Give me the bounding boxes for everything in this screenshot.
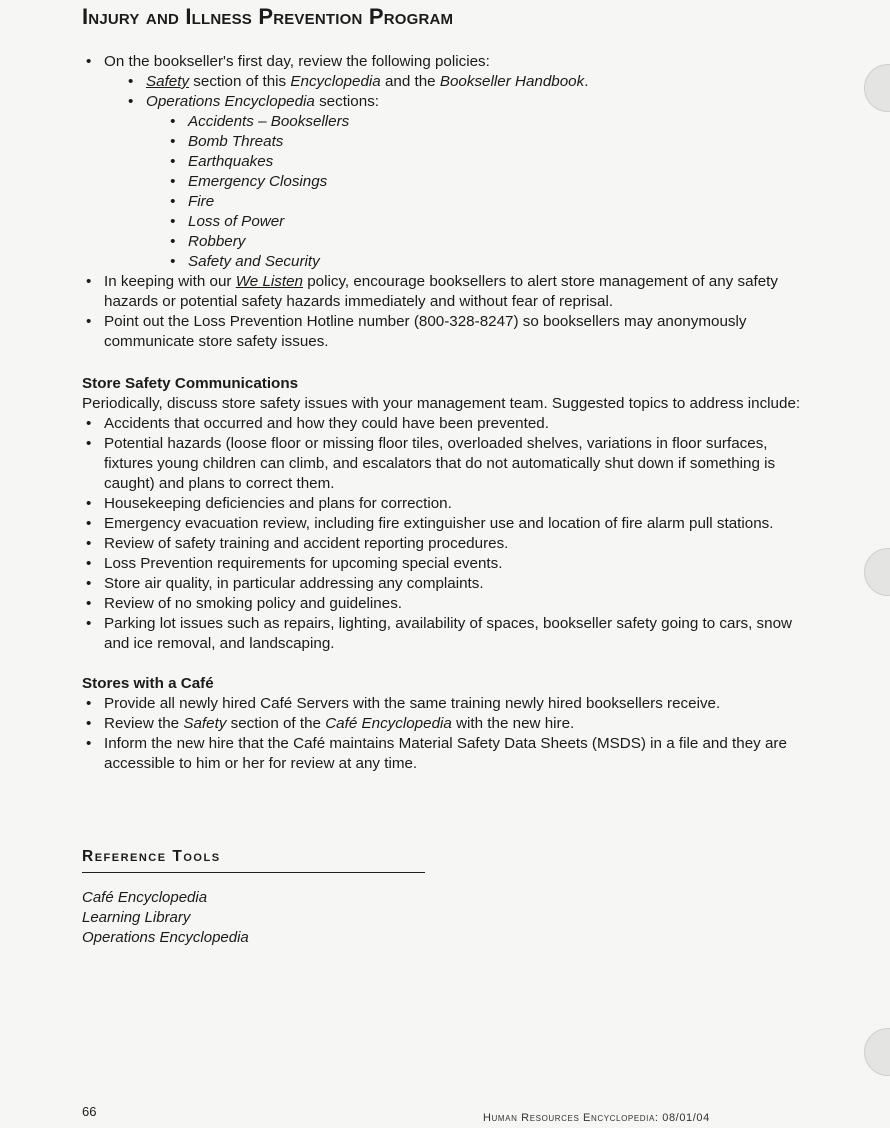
reference-item: Operations Encyclopedia — [82, 929, 249, 946]
list-item: • Parking lot issues such as repairs, lighting, availability of spaces, bookseller safety going to cars, snow and ice removal, and landscaping. — [82, 614, 812, 654]
policy-list — [124, 72, 812, 272]
list-item: • Loss Prevention requirements for upcoming special events. — [82, 554, 812, 574]
list-item: • Accidents – Booksellers — [166, 112, 812, 132]
binder-hole — [864, 1028, 890, 1076]
list-item: • Emergency Closings — [166, 172, 812, 192]
binder-hole — [864, 64, 890, 112]
binder-hole — [864, 548, 890, 596]
list-item: • Earthquakes — [166, 152, 812, 172]
page-number: 66 — [82, 1104, 97, 1119]
text-span: In keeping with our — [104, 273, 236, 290]
handbook-title: Bookseller Handbook — [439, 73, 585, 90]
main-content — [82, 52, 812, 774]
page-title: Injury and Illness Prevention Program — [82, 4, 454, 29]
ops-encyclopedia-title: Operations Encyclopedia — [146, 93, 315, 110]
cafe-encyclopedia-title: Café Encyclopedia — [325, 715, 452, 732]
list-item: • Inform the new hire that the Café maintains Material Safety Data Sheets (MSDS) in a file and they are accessible to him or her for review at any time. — [82, 734, 812, 774]
list-item: • Emergency evacuation review, including fire extinguisher use and location of fire alarm pull stations. — [82, 514, 812, 534]
list-item: • Point out the Loss Prevention Hotline number (800-328-8247) so booksellers may anonymously communicate store safety issues. — [82, 312, 812, 352]
text-span: . — [584, 73, 589, 90]
list-item — [124, 92, 812, 272]
list-item: • Provide all newly hired Café Servers with the same training newly hired booksellers receive. — [82, 694, 812, 714]
communications-topics-list — [82, 414, 812, 654]
encyclopedia-title: Encyclopedia — [290, 73, 381, 90]
text-span: policy, encourage booksellers to alert store management of any safety hazards or potential safety hazards immediately and without fear of reprisal. — [104, 273, 778, 310]
we-listen-link[interactable]: We Listen — [235, 273, 303, 290]
list-item: • Loss of Power — [166, 212, 812, 232]
text-span: and the — [380, 73, 440, 90]
ops-sections-list — [166, 112, 812, 272]
running-footer: Human Resources Encyclopedia: 08/01/04 — [483, 1112, 710, 1124]
safety-title: Safety — [183, 715, 227, 732]
list-item: • Safety and Security — [166, 252, 812, 272]
reference-item: Café Encyclopedia — [82, 889, 208, 906]
text-span: section of this — [189, 73, 291, 90]
list-item: • Review of safety training and accident reporting procedures. — [82, 534, 812, 554]
list-item: • Store air quality, in particular addressing any complaints. — [82, 574, 812, 594]
text-span: with the new hire. — [451, 715, 575, 732]
list-item: • Bomb Threats — [166, 132, 812, 152]
text-span: section of the — [226, 715, 326, 732]
list-item: • Accidents that occurred and how they could have been prevented. — [82, 414, 812, 434]
list-item — [124, 72, 812, 92]
text-span: Review the — [104, 715, 184, 732]
cafe-list — [82, 694, 812, 774]
list-item: • Housekeeping deficiencies and plans for correction. — [82, 494, 812, 514]
reference-item: Learning Library — [82, 909, 191, 926]
intro-list — [82, 52, 812, 352]
list-item — [82, 272, 812, 312]
list-item: • Fire — [166, 192, 812, 212]
safety-link[interactable]: Safety — [146, 73, 190, 90]
section-heading-communications: Store Safety Communications — [82, 375, 299, 392]
communications-lead: Periodically, discuss store safety issues with your management team. Suggested topics to address include: — [82, 395, 801, 412]
list-item — [82, 714, 812, 734]
text-span: sections: — [314, 93, 380, 110]
list-item: • Robbery — [166, 232, 812, 252]
reference-tools-list — [82, 888, 249, 948]
section-heading-cafe: Stores with a Café — [82, 675, 214, 692]
list-item — [82, 52, 812, 272]
list-item: • Review of no smoking policy and guidelines. — [82, 594, 812, 614]
first-day-text: On the bookseller's first day, review the following policies: — [104, 53, 490, 70]
list-item: • Potential hazards (loose floor or missing floor tiles, overloaded shelves, variations in floor surfaces, fixtures young children can climb, and escalators that do not automatically shut down if something is caught) and plans to correct them. — [82, 434, 812, 494]
reference-tools-heading: Reference Tools — [82, 848, 425, 873]
